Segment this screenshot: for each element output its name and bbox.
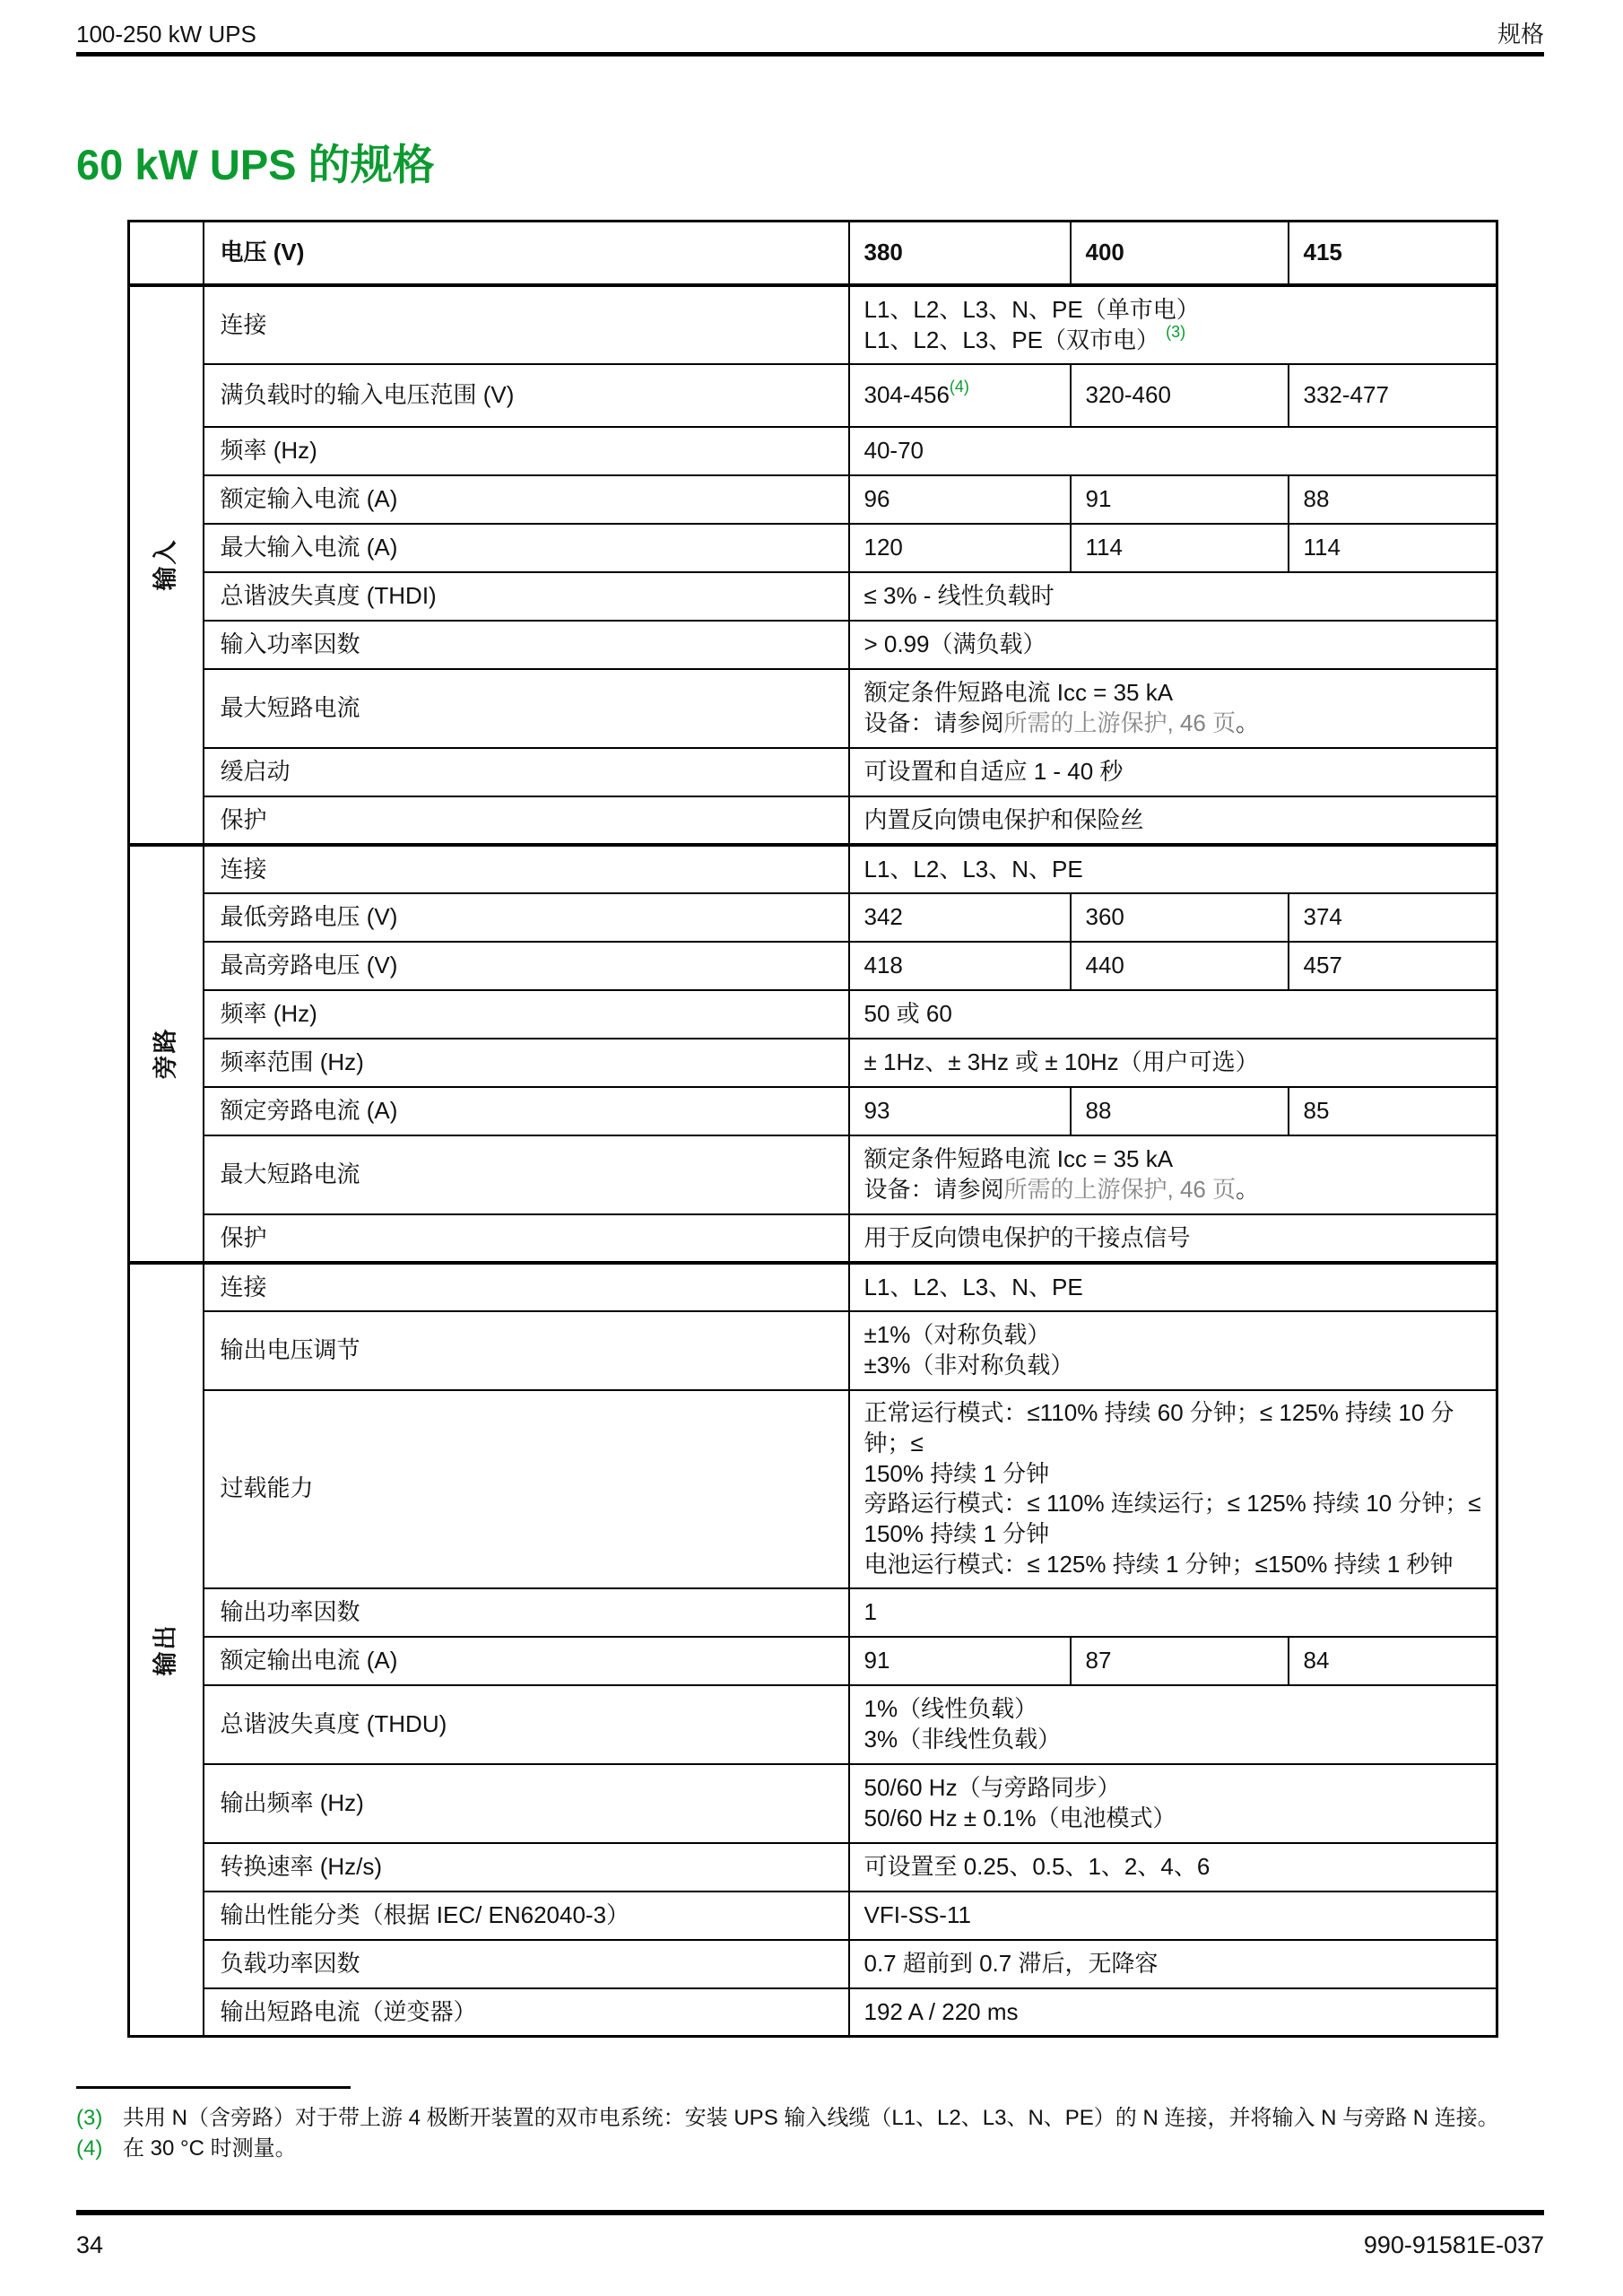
value-cell — [1289, 1087, 1497, 1135]
value-line — [864, 1273, 1488, 1303]
text-segment: 360 — [1085, 903, 1124, 931]
header-left-text: 100-250 kW UPS — [76, 21, 256, 48]
cross-reference-link[interactable]: 所需的上游保护, 46 页 — [1003, 1176, 1237, 1203]
value-line — [864, 1550, 1488, 1580]
row-label: 输出频率 (Hz) — [204, 1764, 849, 1843]
section-label: 输入 — [152, 539, 179, 591]
value-line — [864, 999, 1488, 1030]
row-value — [849, 427, 1497, 475]
value-line — [864, 1459, 1488, 1490]
text-segment: 额定条件短路电流 Icc = 35 kA — [864, 1145, 1174, 1173]
text-segment: L1、L2、L3、N、PE — [864, 855, 1083, 883]
value-line — [864, 709, 1488, 739]
row-value — [849, 669, 1497, 748]
value-line — [864, 1804, 1488, 1834]
text-segment: 正常运行模式：≤110% 持续 60 分钟；≤ 125% 持续 10 分钟；≤ — [864, 1399, 1454, 1457]
value-line — [864, 1519, 1488, 1550]
table-row — [129, 990, 1497, 1039]
row-value — [849, 1135, 1497, 1214]
value-cell — [1289, 475, 1497, 524]
row-label: 输出短路电流（逆变器） — [204, 1988, 849, 2037]
row-label: 缓启动 — [204, 748, 849, 796]
value-line — [864, 1725, 1488, 1755]
row-label: 额定输出电流 (A) — [204, 1637, 849, 1685]
value-cell — [1289, 893, 1497, 942]
text-segment: 457 — [1303, 952, 1342, 979]
value-line — [864, 295, 1488, 326]
text-segment: 可设置至 0.25、0.5、1、2、4、6 — [864, 1852, 1211, 1880]
row-label: 输出功率因数 — [204, 1588, 849, 1637]
row-value — [849, 285, 1497, 364]
footnotes — [76, 2086, 1544, 2163]
row-label: 保护 — [204, 1214, 849, 1263]
text-segment: L1、L2、L3、N、PE — [864, 1273, 1083, 1300]
value-line — [864, 581, 1488, 612]
text-segment: 91 — [1085, 485, 1112, 513]
value-line — [864, 678, 1488, 709]
value-cell — [1289, 1637, 1497, 1685]
row-label: 额定输入电流 (A) — [204, 475, 849, 524]
text-segment: 88 — [1303, 485, 1330, 513]
text-segment: 额定条件短路电流 Icc = 35 kA — [864, 679, 1174, 707]
row-value — [849, 1039, 1497, 1087]
text-segment: 440 — [1085, 952, 1124, 979]
text-segment: 342 — [864, 903, 903, 931]
value-cell — [849, 364, 1071, 427]
table-row — [129, 1843, 1497, 1892]
text-segment: ≤ 3% - 线性负载时 — [864, 582, 1055, 610]
value-cell — [849, 524, 1071, 572]
page-header — [76, 22, 1544, 48]
table-row — [129, 748, 1497, 796]
row-label: 连接 — [204, 285, 849, 364]
text-segment: L1、L2、L3、N、PE（单市电） — [864, 295, 1200, 323]
text-segment: 91 — [864, 1646, 890, 1674]
text-segment: 3%（非线性负载） — [864, 1725, 1062, 1752]
column-header-label: 电压 (V) — [204, 222, 849, 286]
table-row — [129, 364, 1497, 427]
value-cell — [1071, 364, 1289, 427]
text-segment: 84 — [1303, 1646, 1330, 1674]
row-value — [849, 572, 1497, 621]
text-segment: 150% 持续 1 分钟 — [864, 1520, 1050, 1548]
row-label: 满负载时的输入电压范围 (V) — [204, 364, 849, 427]
page-footer — [76, 2231, 1544, 2259]
text-segment: 0.7 超前到 0.7 滞后，无降容 — [864, 1949, 1159, 1977]
text-segment: 192 A / 220 ms — [864, 1997, 1019, 2025]
table-header-row — [129, 222, 1497, 286]
table-row — [129, 427, 1497, 475]
row-label: 最低旁路电压 (V) — [204, 893, 849, 942]
text-segment: 设备：请参阅 — [864, 709, 1004, 736]
footnote-ref[interactable]: (3) — [1166, 322, 1186, 341]
value-line — [864, 1398, 1488, 1459]
value-cell — [1289, 942, 1497, 990]
value-cell — [849, 1637, 1071, 1685]
row-value — [849, 1263, 1497, 1311]
value-line — [864, 436, 1488, 466]
table-row — [129, 669, 1497, 748]
text-segment: 87 — [1085, 1646, 1112, 1674]
value-line — [864, 1900, 1488, 1931]
table-row — [129, 621, 1497, 669]
row-value — [849, 748, 1497, 796]
value-cell — [849, 893, 1071, 942]
page-number: 34 — [76, 2231, 104, 2258]
text-segment: 。 — [1236, 709, 1260, 736]
spec-table-body — [129, 222, 1497, 2037]
text-segment: 50/60 Hz ± 0.1%（电池模式） — [864, 1804, 1176, 1831]
table-row — [129, 1588, 1497, 1637]
row-value — [849, 1588, 1497, 1637]
text-segment: 50 或 60 — [864, 1000, 952, 1028]
row-label: 保护 — [204, 796, 849, 845]
text-segment: 120 — [864, 534, 903, 561]
row-label: 最大短路电流 — [204, 669, 849, 748]
column-header-value: 380 — [849, 222, 1071, 286]
text-segment: 418 — [864, 952, 903, 979]
row-value — [849, 1843, 1497, 1892]
section-cell — [129, 1263, 204, 2037]
page-title: 60 kW UPS 的规格 — [76, 141, 435, 189]
value-cell — [1071, 475, 1289, 524]
text-segment: 93 — [864, 1097, 890, 1125]
table-row — [129, 893, 1497, 942]
value-cell — [849, 1087, 1071, 1135]
value-line — [864, 1175, 1488, 1205]
text-segment: L1、L2、L3、PE（双市电） — [864, 326, 1167, 353]
row-label: 额定旁路电流 (A) — [204, 1087, 849, 1135]
table-row — [129, 1685, 1497, 1764]
value-line — [864, 1694, 1488, 1725]
row-label: 连接 — [204, 1263, 849, 1311]
value-line — [864, 1223, 1488, 1254]
footnote-text: 在 30 °C 时测量。 — [123, 2135, 297, 2161]
table-row — [129, 1988, 1497, 2037]
value-line — [864, 1997, 1488, 2028]
value-line — [864, 805, 1488, 836]
row-label: 总谐波失真度 (THDI) — [204, 572, 849, 621]
table-row — [129, 524, 1497, 572]
spec-table — [127, 220, 1496, 2038]
row-label: 频率范围 (Hz) — [204, 1039, 849, 1087]
text-segment: 。 — [1236, 1176, 1260, 1203]
footnote-item — [76, 2103, 1544, 2134]
value-cell — [1071, 1637, 1289, 1685]
table-row — [129, 1039, 1497, 1087]
value-cell — [849, 942, 1071, 990]
footnote-text: 共用 N（含旁路）对于带上游 4 极断开装置的双市电系统：安装 UPS 输入线缆（L1、L2、L3、N、PE）的 N 连接，并将输入 N 与旁路 N 连接。 — [123, 2106, 1499, 2130]
section-cell — [129, 845, 204, 1263]
text-segment: ± 1Hz、± 3Hz 或 ± 10Hz（用户可选） — [864, 1048, 1259, 1076]
table-row — [129, 1263, 1497, 1311]
row-label: 最大输入电流 (A) — [204, 524, 849, 572]
table-row — [129, 1940, 1497, 1988]
column-header-value: 415 — [1289, 222, 1497, 286]
text-segment: ±3%（非对称负载） — [864, 1352, 1074, 1378]
row-value — [849, 796, 1497, 845]
value-cell — [1071, 942, 1289, 990]
text-segment: 332-477 — [1303, 381, 1389, 409]
row-value — [849, 1390, 1497, 1588]
text-segment: 114 — [1303, 534, 1341, 561]
section-label: 输出 — [152, 1623, 179, 1676]
value-cell — [1071, 524, 1289, 572]
table-row — [129, 1087, 1497, 1135]
row-value — [849, 990, 1497, 1039]
text-segment: 1%（线性负载） — [864, 1694, 1038, 1722]
row-label: 频率 (Hz) — [204, 990, 849, 1039]
value-line — [864, 1351, 1488, 1381]
text-segment: 40-70 — [864, 437, 924, 465]
value-line — [864, 1773, 1488, 1804]
text-segment: > 0.99（满负载） — [864, 631, 1046, 658]
text-segment: 374 — [1303, 903, 1342, 931]
text-segment: 旁路运行模式：≤ 110% 连续运行；≤ 125% 持续 10 分钟；≤ — [864, 1490, 1481, 1518]
footnote-item — [76, 2134, 1544, 2164]
footnote-separator — [76, 2086, 351, 2089]
header-rule — [76, 52, 1544, 57]
text-segment: 114 — [1085, 534, 1123, 561]
text-segment: 320-460 — [1085, 381, 1171, 409]
text-segment: 1 — [864, 1597, 877, 1625]
text-segment: 304-456 — [864, 381, 950, 409]
row-label: 转换速率 (Hz/s) — [204, 1843, 849, 1892]
corner-cell — [129, 222, 204, 286]
table-row — [129, 285, 1497, 364]
row-label: 连接 — [204, 845, 849, 893]
table-row — [129, 572, 1497, 621]
row-label: 总谐波失真度 (THDU) — [204, 1685, 849, 1764]
value-line — [864, 630, 1488, 660]
text-segment: 电池运行模式：≤ 125% 持续 1 分钟；≤150% 持续 1 秒钟 — [864, 1550, 1454, 1578]
value-line — [864, 1048, 1488, 1078]
text-segment: 96 — [864, 485, 890, 513]
value-line — [864, 1949, 1488, 1979]
table-row — [129, 1637, 1497, 1685]
value-line — [864, 855, 1488, 885]
value-cell — [1289, 364, 1497, 427]
row-value — [849, 1940, 1497, 1988]
text-segment: 设备：请参阅 — [864, 1176, 1004, 1203]
row-label: 输出电压调节 — [204, 1311, 849, 1390]
document-number: 990-91581E-037 — [1363, 2231, 1544, 2258]
value-line — [864, 1852, 1488, 1883]
row-label: 最高旁路电压 (V) — [204, 942, 849, 990]
section-label: 旁路 — [152, 1028, 179, 1080]
column-header-value: 400 — [1071, 222, 1289, 286]
table-row — [129, 942, 1497, 990]
row-value — [849, 1988, 1497, 2037]
table-row — [129, 845, 1497, 893]
table-row — [129, 1135, 1497, 1214]
row-label: 输入功率因数 — [204, 621, 849, 669]
value-cell — [849, 475, 1071, 524]
text-segment: 88 — [1085, 1097, 1112, 1125]
section-cell — [129, 285, 204, 845]
row-value — [849, 1214, 1497, 1263]
text-segment: 可设置和自适应 1 - 40 秒 — [864, 758, 1124, 786]
value-line — [864, 1597, 1488, 1628]
footnote-ref[interactable]: (4) — [949, 378, 969, 396]
value-line — [864, 757, 1488, 787]
table-row — [129, 475, 1497, 524]
footer-rule — [76, 2210, 1544, 2215]
table-row — [129, 1390, 1497, 1588]
text-segment: 150% 持续 1 分钟 — [864, 1459, 1050, 1487]
row-label: 过载能力 — [204, 1390, 849, 1588]
table-row — [129, 1214, 1497, 1263]
row-label: 输出性能分类（根据 IEC/ EN62040-3） — [204, 1892, 849, 1940]
text-segment: VFI-SS-11 — [864, 1900, 971, 1928]
row-value — [849, 845, 1497, 893]
row-label: 负载功率因数 — [204, 1940, 849, 1988]
table-row — [129, 1311, 1497, 1390]
table-row — [129, 1764, 1497, 1843]
text-segment: 50/60 Hz（与旁路同步） — [864, 1773, 1121, 1801]
header-right-text: 规格 — [1497, 21, 1544, 48]
value-line — [864, 1144, 1488, 1175]
value-cell — [1071, 1087, 1289, 1135]
cross-reference-link[interactable]: 所需的上游保护, 46 页 — [1003, 709, 1237, 736]
value-line — [864, 1320, 1488, 1351]
row-value — [849, 1685, 1497, 1764]
footnote-marker: (3) — [76, 2106, 103, 2130]
table-row — [129, 1892, 1497, 1940]
text-segment: 内置反向馈电保护和保险丝 — [864, 805, 1144, 833]
text-segment: 用于反向馈电保护的干接点信号 — [864, 1223, 1191, 1251]
text-segment: ±1%（对称负载） — [864, 1321, 1051, 1349]
row-value — [849, 621, 1497, 669]
row-label: 频率 (Hz) — [204, 427, 849, 475]
row-value — [849, 1764, 1497, 1843]
value-line — [864, 1489, 1488, 1519]
value-cell — [1289, 524, 1497, 572]
text-segment: 85 — [1303, 1097, 1330, 1125]
row-value — [849, 1892, 1497, 1940]
value-cell — [1071, 893, 1289, 942]
footnote-marker: (4) — [76, 2135, 103, 2161]
value-line — [864, 322, 1488, 356]
table-row — [129, 796, 1497, 845]
row-value — [849, 1311, 1497, 1390]
row-label: 最大短路电流 — [204, 1135, 849, 1214]
